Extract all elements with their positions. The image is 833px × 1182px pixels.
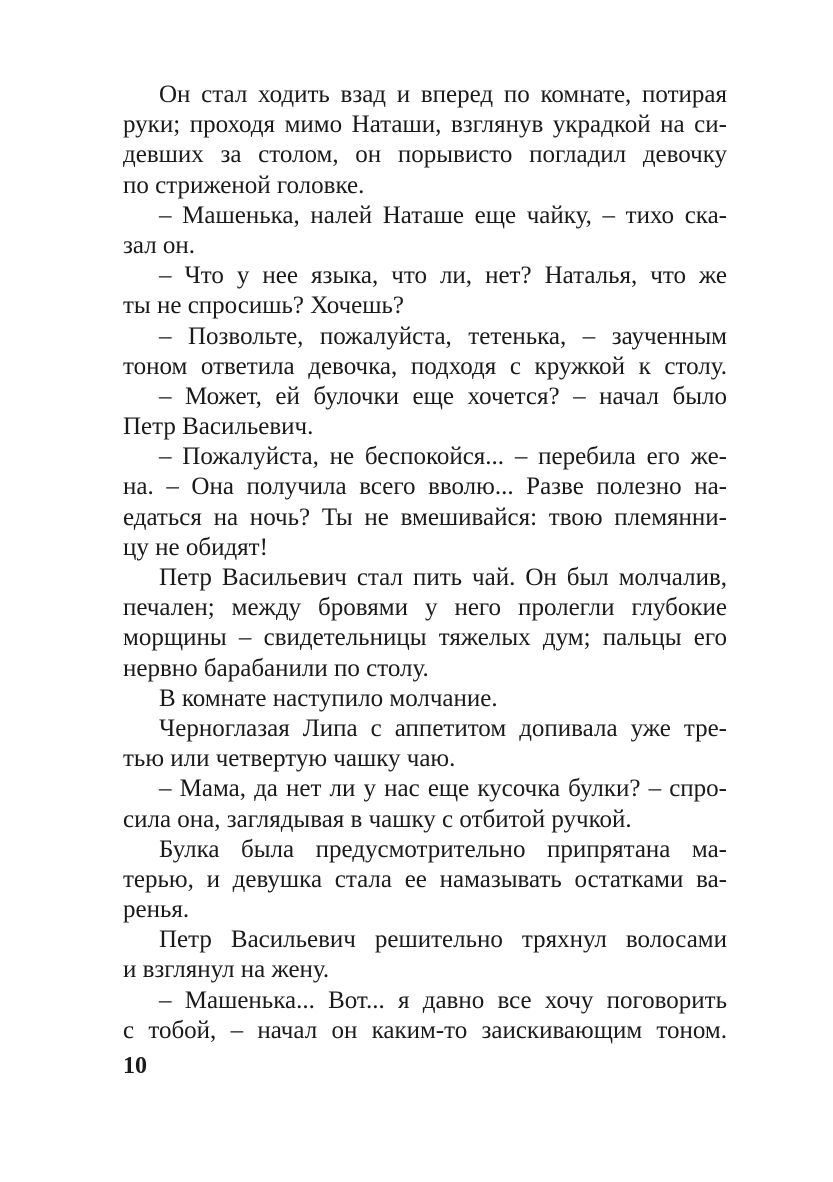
- text-line: – Машенька... Вот... я давно все хочу поговорить: [159, 986, 727, 1014]
- text-line: ренья.: [123, 896, 190, 924]
- text-line: Петр Васильевич стал пить чай. Он был молчалив,: [159, 564, 727, 591]
- text-line: морщины – свидетельницы тяжелых дум; пальцы его: [123, 624, 727, 652]
- text-line: тоном ответила девочка, подходя с кружкой к столу.: [123, 352, 727, 380]
- text-line: – Мама, да нет ли у нас еще кусочка булки? – спро-: [159, 775, 727, 803]
- text-line: – Может, ей булочки еще хочется? – начал было: [159, 382, 727, 410]
- text-line: по стриженой головке.: [123, 171, 365, 199]
- text-line: – Что у нее языка, что ли, нет? Наталья, что же: [159, 262, 727, 290]
- text-line: девших за столом, он порывисто погладил девочку: [123, 141, 727, 169]
- text-line: В комнате наступило молчание.: [159, 684, 498, 712]
- text-line: Черноглазая Липа с аппетитом допивала уже тре-: [159, 714, 727, 742]
- text-line: цу не обидят!: [123, 533, 268, 561]
- text-line: едаться на ночь? Ты не вмешивайся: твою племянни-: [123, 503, 727, 531]
- text-line: сила она, заглядывая в чашку с отбитой ручкой.: [123, 805, 632, 833]
- text-line: Петр Васильевич решительно тряхнул волосами: [159, 926, 727, 954]
- page-number: 10: [123, 1053, 147, 1079]
- text-line: Булка была предусмотрительно припрятана ма-: [159, 835, 727, 863]
- text-line: – Позвольте, пожалуйста, тетенька, – заученным: [159, 322, 727, 350]
- text-line: нервно барабанили по столу.: [123, 654, 429, 682]
- text-line: – Пожалуйста, не беспокойся... – перебила его же-: [159, 443, 727, 471]
- text-line: тью или четвертую чашку чаю.: [123, 745, 456, 773]
- text-line: с тобой, – начал он каким-то заискивающим тоном.: [123, 1016, 727, 1044]
- book-page-text: [123, 80, 727, 1046]
- text-line: руки; проходя мимо Наташи, взглянув украдкой на си-: [123, 111, 727, 139]
- text-line: зал он.: [123, 231, 196, 259]
- text-line: Петр Васильевич.: [123, 413, 314, 441]
- text-line: печален; между бровями у него пролегли глубокие: [123, 594, 727, 622]
- text-line: на. – Она получила всего вволю... Разве полезно на-: [123, 473, 727, 501]
- text-line: – Машенька, налей Наташе еще чайку, – тихо ска-: [159, 201, 727, 229]
- text-line: Он стал ходить взад и вперед по комнате, потирая: [159, 81, 727, 108]
- text-line: и взглянул на жену.: [123, 956, 330, 984]
- text-line: терью, и девушка стала ее намазывать остатками ва-: [123, 865, 727, 893]
- text-line: ты не спросишь? Хочешь?: [123, 292, 405, 320]
